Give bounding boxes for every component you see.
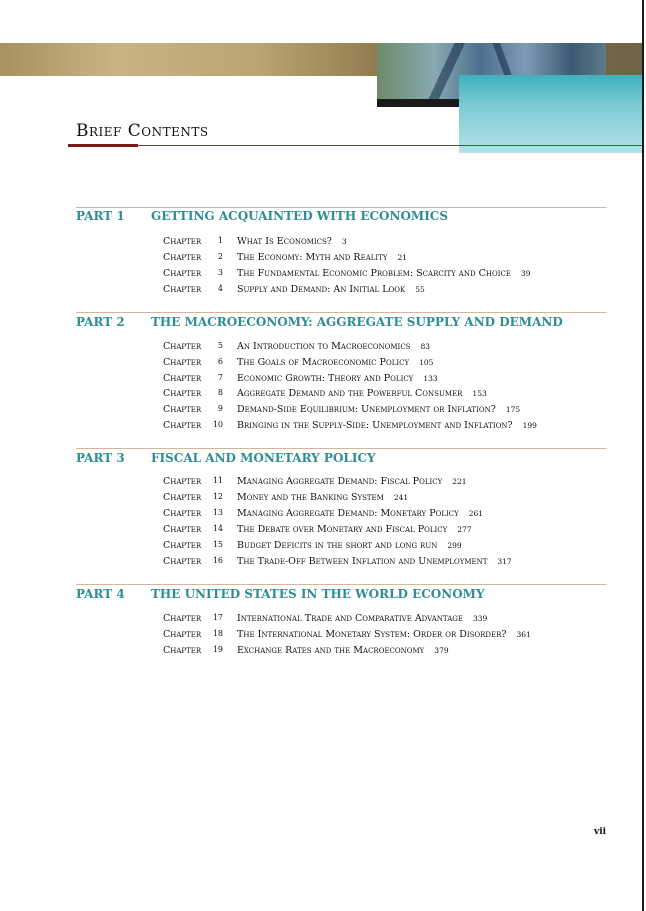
chapter-number: 14 [212, 524, 223, 533]
chapter-number: 18 [212, 629, 223, 638]
chapter-title: Demand-Side Equilibrium: Unemployment or Inflation? [237, 404, 496, 415]
chapter-page: 3 [341, 237, 347, 246]
chapter-title: Supply and Demand: An Initial Look [237, 284, 406, 295]
chapter-page: 105 [419, 358, 434, 367]
chapter-word: Chapter [163, 492, 202, 503]
chapter-number: 8 [217, 388, 223, 397]
chapter-title: The International Monetary System: Order or Disorder? [237, 629, 507, 640]
chapter-word: Chapter [163, 236, 202, 247]
chapter-word: Chapter [163, 508, 202, 519]
part-divider [76, 312, 606, 313]
chapter-title: Bringing in the Supply-Side: Unemployment and Inflation? [237, 420, 513, 431]
chapter-number: 16 [212, 556, 223, 565]
chapter-page: 133 [423, 374, 438, 383]
page-title: Brief Contents [76, 121, 209, 141]
chapter-title: The Goals of Macroeconomic Policy [237, 357, 410, 368]
chapter-title: Economic Growth: Theory and Policy [237, 373, 414, 384]
chapter-number: 7 [217, 373, 223, 382]
chapter-number: 10 [212, 420, 223, 429]
chapter-word: Chapter [163, 252, 202, 263]
chapter-page: 221 [452, 477, 467, 486]
chapter-word: Chapter [163, 476, 202, 487]
chapter-page: 299 [447, 541, 462, 550]
chapter-title: Managing Aggregate Demand: Fiscal Policy [237, 476, 443, 487]
chapter-number: 2 [217, 252, 223, 261]
part-title[interactable]: GETTING ACQUAINTED WITH ECONOMICS [151, 209, 449, 223]
chapter-word: Chapter [163, 420, 202, 431]
chapter-number: 3 [217, 268, 223, 277]
chapter-page: 317 [497, 557, 512, 566]
chapter-word: Chapter [163, 373, 202, 384]
chapter-title: What Is Economics? [237, 236, 332, 247]
part-label: PART 4 [76, 587, 125, 601]
chapter-page: 379 [434, 646, 449, 655]
chapter-number: 1 [217, 236, 223, 245]
chapter-page: 199 [522, 421, 537, 430]
part-label: PART 3 [76, 451, 125, 465]
chapter-title: An Introduction to Macroeconomics [237, 341, 411, 352]
chapter-word: Chapter [163, 613, 202, 624]
chapter-title: Aggregate Demand and the Powerful Consumer [237, 388, 463, 399]
chapter-number: 13 [212, 508, 223, 517]
chapter-page: 361 [516, 630, 531, 639]
chapter-number: 5 [217, 341, 223, 350]
chapter-number: 12 [212, 492, 223, 501]
chapter-page: 39 [520, 269, 531, 278]
chapter-page: 21 [397, 253, 407, 262]
chapter-page: 241 [393, 493, 409, 502]
chapter-word: Chapter [163, 540, 202, 551]
chapter-number: 11 [212, 476, 223, 485]
chapter-title: The Trade-Off Between Inflation and Unemployment [237, 556, 488, 567]
chapter-page: 339 [472, 614, 488, 623]
page-number: vii [594, 827, 607, 837]
part-title[interactable]: THE UNITED STATES IN THE WORLD ECONOMY [151, 587, 485, 601]
chapter-page: 55 [415, 285, 425, 294]
chapter-title: Managing Aggregate Demand: Monetary Policy [237, 508, 459, 519]
title-rule [138, 145, 642, 146]
chapter-word: Chapter [163, 556, 202, 567]
chapter-page: 153 [472, 389, 487, 398]
chapter-word: Chapter [163, 404, 202, 415]
part-divider [76, 448, 606, 449]
chapter-number: 9 [217, 404, 223, 413]
part-label: PART 2 [76, 315, 125, 329]
chapter-title: Budget Deficits in the short and long run [237, 540, 438, 551]
chapter-word: Chapter [163, 629, 202, 640]
chapter-page: 83 [420, 342, 431, 351]
chapter-number: 4 [217, 284, 223, 293]
chapter-word: Chapter [163, 388, 202, 399]
part-title[interactable]: FISCAL AND MONETARY POLICY [151, 451, 376, 465]
chapter-page: 277 [457, 525, 472, 534]
chapter-word: Chapter [163, 645, 202, 656]
chapter-word: Chapter [163, 268, 202, 279]
chapter-number: 19 [212, 645, 223, 654]
chapter-number: 17 [212, 613, 223, 622]
chapter-title: Money and the Banking System [237, 492, 384, 503]
part-label: PART 1 [76, 209, 125, 223]
chapter-word: Chapter [163, 524, 202, 535]
part-title[interactable]: THE MACROECONOMY: AGGREGATE SUPPLY AND DEMAND [151, 315, 563, 329]
part-divider [76, 207, 606, 208]
chapter-number: 15 [212, 540, 223, 549]
chapter-title: The Economy: Myth and Reality [237, 252, 388, 263]
chapter-word: Chapter [163, 284, 202, 295]
page-edge [642, 0, 644, 911]
teal-accent-block [459, 75, 642, 153]
chapter-title: Exchange Rates and the Macroeconomy [237, 645, 425, 656]
chapter-page: 175 [505, 405, 521, 414]
title-underline [68, 144, 138, 147]
chapter-page: 261 [468, 509, 484, 518]
chapter-title: International Trade and Comparative Advantage [237, 613, 463, 624]
chapter-word: Chapter [163, 341, 202, 352]
chapter-title: The Fundamental Economic Problem: Scarcity and Choice [237, 268, 511, 279]
chapter-number: 6 [217, 357, 223, 366]
chapter-title: The Debate over Monetary and Fiscal Policy [237, 524, 448, 535]
chapter-word: Chapter [163, 357, 202, 368]
part-divider [76, 584, 606, 585]
